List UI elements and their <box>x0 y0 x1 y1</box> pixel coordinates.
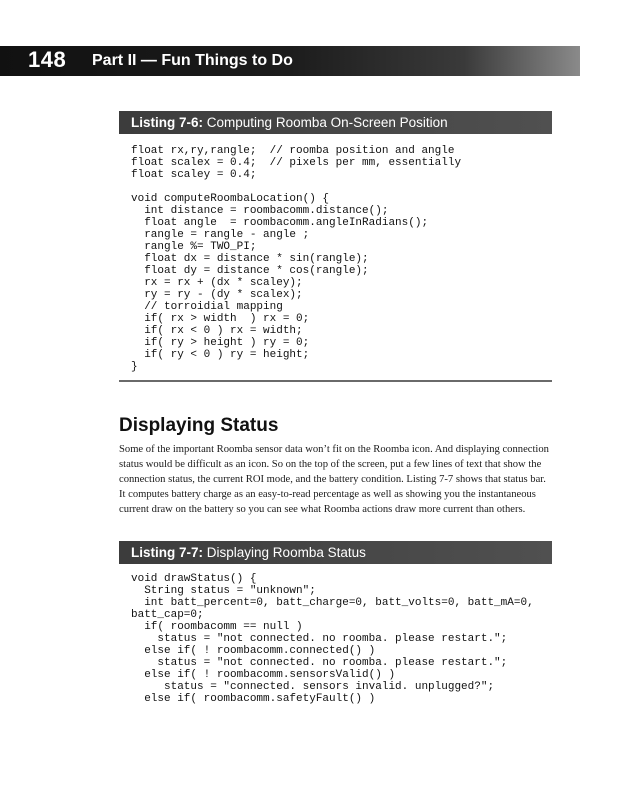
listing-7-7-caption <box>119 541 552 564</box>
page-number: 148 <box>28 47 67 72</box>
listing-label: Listing 7-7: <box>131 545 204 560</box>
body-paragraph: Some of the important Roomba sensor data won’t fit on the Roomba icon. And displaying connection status would be difficult as an icon. So on the top of the screen, put a few lines of text that show the connection status, the current ROI mode, and the battery condition. Listing 7-7 shows that status bar. It computes battery charge as an easy-to-read percentage as well as showing you the instantaneous current draw on the battery so you can see what Roomba actions draw more current than others. <box>119 444 549 515</box>
part-title: Part II — Fun Things to Do <box>92 52 293 69</box>
listing-7-7-code: void drawStatus() { String status = "unknown"; int batt_percent=0, batt_charge=0, batt_volts=0, batt_mA=0, batt_cap=0; if( roombacomm == null ) status = "not connected. no roomba. please restart."; else if( ! roombacomm.connected() ) status = "not connected. no roomba. please restart."; else if( ! roombacomm.sensorsValid() ) status = "connected. sensors invalid. unplugged?"; else if( roombacomm.safetyFault() ) <box>131 573 534 705</box>
listing-7-6-code: float rx,ry,rangle; // roomba position and angle float scalex = 0.4; // pixels per mm, essentially float scaley = 0.4; void computeRoombaLocation() { int distance = roombacomm.distance(); float angle = roombacomm.angleInRadians(); rangle = rangle - angle ; rangle %= TWO_PI; float dx = distance * sin(rangle); float dy = distance * cos(rangle); rx = rx + (dx * scaley); ry = ry - (dy * scalex); // torroidial mapping if( rx > width ) rx = 0; if( rx < 0 ) rx = width; if( ry > height ) ry = 0; if( ry < 0 ) ry = height; } <box>131 145 462 373</box>
listing-7-6-caption <box>119 111 552 134</box>
listing-title: Displaying Roomba Status <box>206 545 366 560</box>
section-heading: Displaying Status <box>119 415 279 436</box>
listing-label: Listing 7-6: <box>131 115 204 130</box>
listing-end-rule <box>119 380 552 382</box>
listing-title: Computing Roomba On-Screen Position <box>206 115 448 130</box>
running-header <box>0 46 580 76</box>
